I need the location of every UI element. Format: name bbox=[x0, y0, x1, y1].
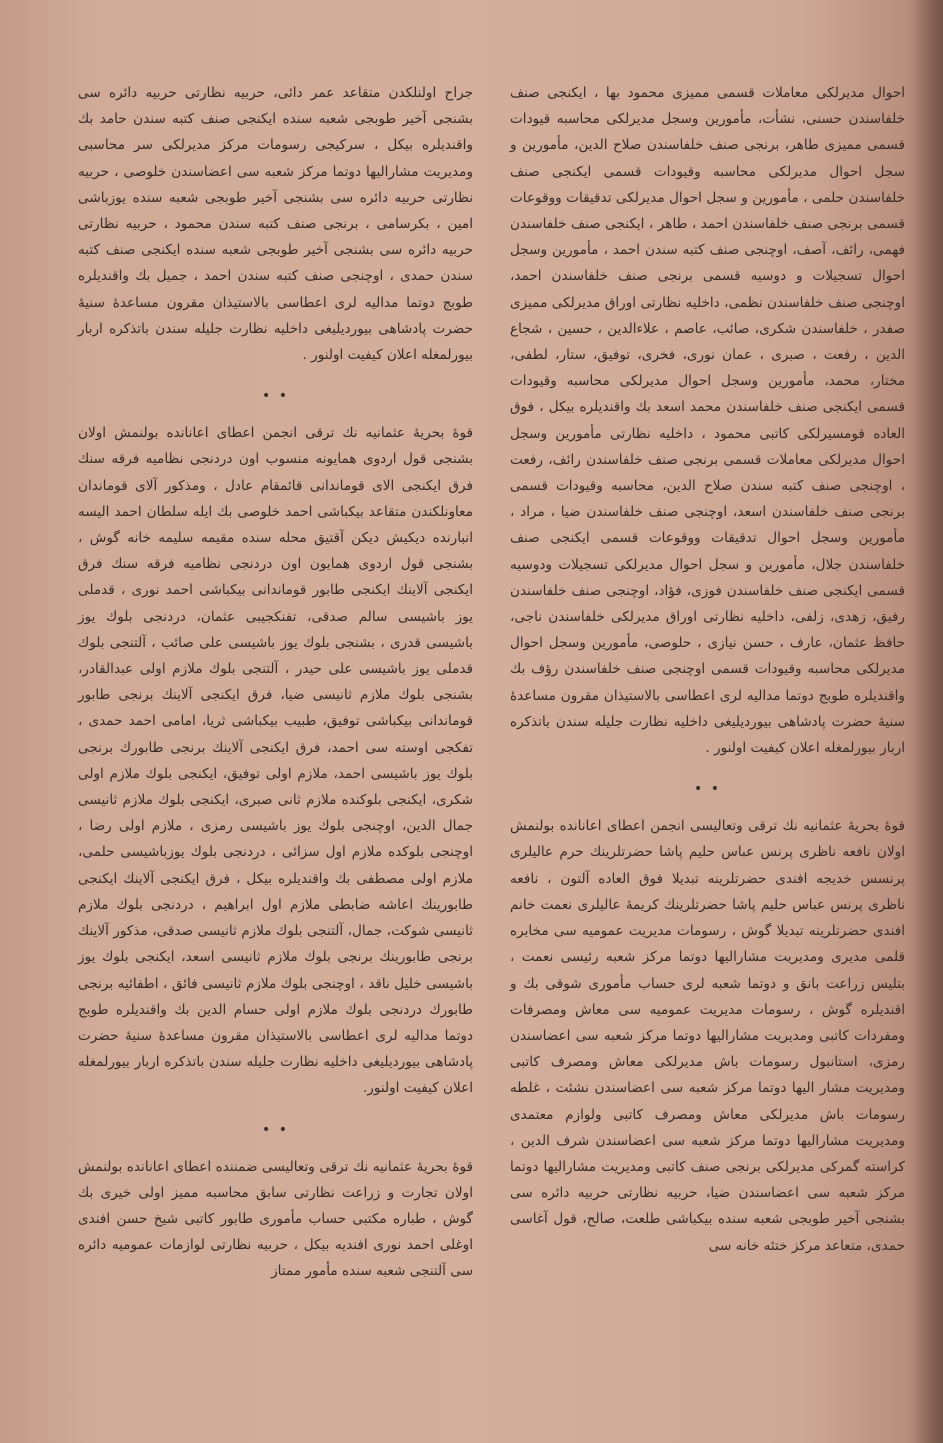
right-paragraph-1: احوال مدیرلکی معاملات قسمی ممیزی محمود بها ، ایکنجی صنف خلفاسندن حسنی، نشأت، مأمورین وسجل مدیرلکی محاسبه قیودات قسمی ممیزی طاهر، برنجی صنف خلفاسندن صلاح الدین، مأمورین و سجل احوال مدیرلکی محاسبه وقیودات قسمی ایکنجی صنف خلفاسندن حلمی ، مأمورین و سجل احوال مدیرلکی تدقیقات ووقوعات قسمی برنجی صنف خلفاسندن احمد ، طاهر ، ایکنجی صنف خلفاسندن فهمی، رائف، آصف، اوچنجی صنف کتبه سندن احمد ، مأمورین وسجل احوال تسجیلات و دوسیه قسمی برنجی صنف خلفاسندن احمد، اوچنجی صنف خلفاسندن نظمی، داخلیه نظارتی اوراق مدیرلکی ممیزی صفدر ، خلفاسندن شکری، صائب، عاصم ، علاءالدین ، حسین ، شجاع الدین ، رفعت ، صبری ، عمان نوری، فخری، توفیق، ستار، لطفی، مختار، محمد، مأمورین وسجل احوال مدیرلکی محاسبه وقیودات قسمی ایکنجی صنف خلفاسندن محمد اسعد بك واقندیلره بیكل ، فوق العاده قومسیرلکی کاتبی محمود ، داخلیه نظارتی مأمورین وسجل احوال مدیرلکی معاملات قسمی برنجی صنف خلفاسندن رائف، رفعت ، اوچنجی صنف کتبه سندن صلاح الدین، محاسبه وقیودات قسمی برنجی صنف خلفاسندن اسعد، اوچنجی صنف خلفاسندن ضیا ، مراد ، مأمورین وسجل احوال تدقیقات ووقوعات قسمی ایکنجی صنف خلفاسندن جلال، مأمورین و سجل احوال مدیرلکی تسجیلات ودوسیه قسمی ایکنجی صنف خلفاسندن فوزی، فؤاد، اوچنجی صنف خلفاسندن رفیق، زهدی، زلفی، داخلیه نظارتی اوراق مدیرلکی خلفاسندن ناجی، حافظ عثمان، عارف ، حسن نیازی ، حلوصی، مأمورین وسجل احوال مدیرلکی محاسبه وقیودات قسمی اوچنجی صنف خلفاسندن رؤف بك واقندیلره طوبج دوتما مدالیه لری اعطاسی بالاستیذان مقرون مساعدهٔ سنیهٔ حضرت پادشاهی بیوردیلیغی داخلیه نظارت جلیله سندن باتذکره اربار بیورلمغله اعلان کیفیت اولنور . bbox=[510, 85, 905, 757]
section-separator: • • bbox=[262, 1121, 289, 1138]
right-paragraph-2: قوهٔ بحریهٔ عثمانیه نك ترقی وتعالیسی انجمن اعطای اعانانده بولنمش اولان نافعه ناظری پرنس عباس حلیم پاشا حضرتلرینك حرم عالیلری پرنسس خدیجه افندی حضرتلرینه تبدیلا فوق العاده آلتون ، نافعه ناظری پرنس عباس حلیم پاشا حضرتلرینك کریمهٔ عالیلری نعمت خانم افندی حضرتلرینه تبدیلا گوش ، رسومات مدیریت عمومیه سی مخابره قلمی مدیری ومدیریت مشارالیها دوتما مرکز شعبه رئیسی نعمت ، بتلیس زراعت بانق و دوتما شعبه لری حساب مأموری شوقی بك و اقندیلره گوش ، رسومات مدیریت عمومیه سی معاش ومصرفات ومفردات کاتبی ومدیریت مشارالیها دوتما مرکز شعبه سی اعضاسندن رمزی، استانبول رسومات باش مدیرلکی معاش ومصرف کاتبی ومدیریت مشار الیها دوتما مرکز شعبه سی اعضاسندن نشئت ، غلطه رسومات باش مدیرلکی معاش ومصرف کاتبی ولوازم معتمدی ومدیریت مشارالیها دوتما مرکز شعبه سی اعضاسندن شرف الدین ، کراسته گمرکی مدیرلکی برنجی صنف کاتبی ومدیریت مشارالیها دوتما مرکز شعبه سی اعضاسندن ضیا، حربیه نظارتی حربیه دائره سی بشنجی آخیر طوبجی شعبه سنده بیکباشی طلعت، صالح، قول آغاسی حمدی، متعاعد مرکز ختئه خانه سی bbox=[510, 818, 905, 1254]
left-paragraph-1: جراح اولنلکدن متقاعد عمر دائی، حربیه نظارتی حربیه دائره سی بشنجی آخیر طوبجی شعبه سنده ایکنجی صنف کتبه سندن حامد بك واقندیلره بیكل ، سرکیجی رسومات مرکز مدیرلکی سر محاسبی ومدیریت مشارالیها دوتما مرکز شعبه سی اعضاسندن خلوصی ، حربیه نظارتی حربیه دائره سی بشنجی آخیر طوبجی شعبه سنده یوزباشی امین ، بکرسامی ، برنجی صنف کتبه سندن محمود ، حربیه نظارتی حربیه دائره سی بشنجی آخیر طوبجی شعبه سنده ایکنجی صنف کتبه سندن حمدی ، اوچنجی صنف کتبه سندن احمد ، جمیل بك واقندیلره طوبج دوتما مدالیه لری اعطاسی بالاستیذان مقرون مساعدهٔ سنیهٔ حضرت پادشاهی بیوردیلیغی داخلیه نظارت جلیله سندن باتذکره اربار بیورلمغله اعلان کیفیت اولنور . bbox=[78, 85, 473, 364]
section-separator: • • bbox=[262, 388, 289, 405]
left-paragraph-2: قوهٔ بحریهٔ عثمانیه نك ترقی انجمن اعطای اعانانده بولنمش اولان بشنجی قول اردوی همایونه منسوب اون دردنجی نظامیه فرقه سنك فرق ایکنجی الای قوماندانی قائمقام عادل ، ومذکور آلای قوماندان معاونلکندن متقاعد بیکباشی احمد خلوصی بك ایله سلطان احمد الیسه انبارنده دیکیش دیکن آقتیق محله سنده مقیمه سلیمه خانه گوش ، بشنجی قول اردوی همایون اون دردنجی نظامیه فرقه سنك فرق ایکنجی آلاینك ایکنجی طابور قوماندانی بیکباشی احمد نوری ، قدملی یوز باشیسی سالم صدقی، تفنکجیبی عثمان، دردنجی بلوك یوز باشیسی قدری ، بشنجی بلوك یوز باشیسی علی صائب ، آلتنجی بلوك قدملی یوز باشیسی علی حیدر ، آلتنجی بلوك ملازم اولی عبدالقادر، بشنجی بلوك ملازم ثانیسی ضیا، فرق ایکنجی آلاینك برنجی طابور قوماندانی بیکباشی توفیق، طبیب بیکباشی ثریا، امامی احمد حمدی ، تفکجی اوسته سی احمد، فرق ایکنجی آلاینك برنجی طابورك برنجی بلوك یوز باشیسی احمد، ملازم اولی توفیق، ایکنجی بلوك ملازم اولی شکری، ایکنجی بلوکنده ملازم ثانی صبری، ایکنجی بلوك ملازم ثانیسی جمال الدین، اوچنجی بلوك یوز باشیسی رمزی ، ملازم اولی رضا ، اوچنجی بلوکده ملازم اول سزائی ، دردنجی بلوك یوزباشیسی حلمی، ملازم اولی مصطفی بك واقندیلره بیكل ، فرق ایکنجی آلاینك ایکنجی طابورینك اعاشه ضابطی ملازم اول ابراهیم ، دردنجی بلوك ملازم ثانیسی شوکت، جمال، آلتنجی بلوك ملازم ثانیسی صدقی، مذکور آلاینك برنجی طابورینك برنجی بلوك ملازم ثانیسی اسعد، ایکنجی بلوك یوز باشیسی خلیل ناقد ، اوچنجی بلوك ملازم ثانیسی فائق ، اطفائیه برنجی طابورك دردنجی بلوك ملازم اولی حسام الدین بك واقندیلره طوبج دوتما مدالیه لری اعطاسی بالاستیذان مقرون مساعدهٔ سنیهٔ حضرت پادشاهی بیوردیلیغی داخلیه نظارت جلیله سندن باتذکره اربار بیورلمغله اعلان کیفیت اولنور. bbox=[78, 425, 473, 1097]
section-separator: • • bbox=[694, 781, 721, 798]
left-column bbox=[78, 80, 473, 1285]
right-column bbox=[510, 80, 905, 1259]
left-paragraph-3: قوهٔ بحریهٔ عثمانیه نك ترقی وتعالیسی ضمننده اعطای اعانانده بولنمش اولان تجارت و زراعت نظارتی سابق محاسبه ممیز اولی خیری بك گوش ، طباره مکتبی حساب مأموری طابور کاتبی شیخ حسن افندی اوغلی احمد نوری افندیه بیكل ، حربیه نظارتی لوازمات عمومیه دائره سی آلتنجی شعبه سنده مأمور ممتاز bbox=[78, 1158, 473, 1280]
book-spine-shadow bbox=[913, 0, 943, 1443]
